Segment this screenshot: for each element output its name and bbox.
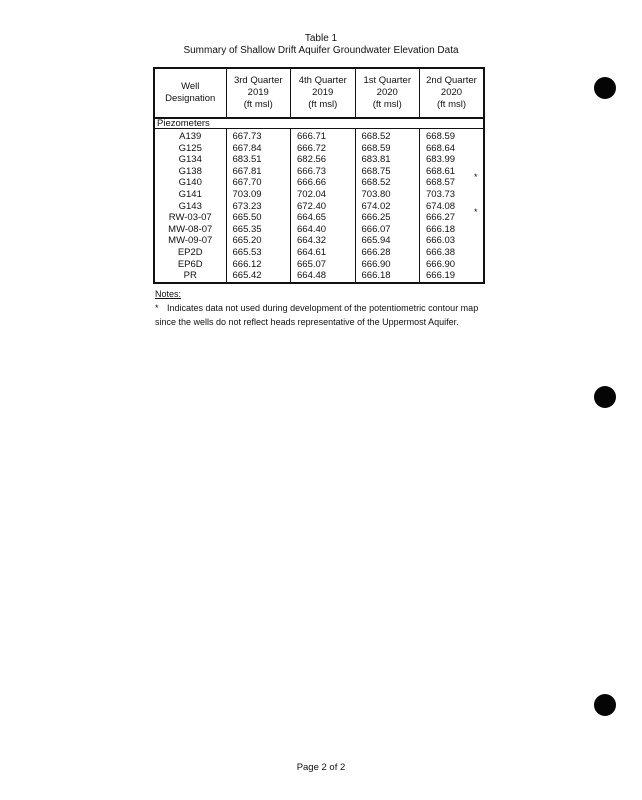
elevation-cell: 666.66: [291, 177, 356, 189]
notes-text: [155, 301, 485, 329]
elevation-cell: 667.70: [226, 177, 291, 189]
elevation-cell: 666.28: [355, 247, 420, 259]
header-3rd-quarter-2019: 3rd Quarter 2019 (ft msl): [226, 68, 291, 118]
elevation-cell: 665.20: [226, 235, 291, 247]
elevation-cell: 664.65: [291, 212, 356, 224]
table-row: [154, 212, 484, 224]
elevation-cell: 665.50: [226, 212, 291, 224]
elevation-cell: 666.03: [426, 235, 456, 247]
elevation-cell: 666.25: [355, 212, 420, 224]
well-designation-cell: G141: [154, 189, 226, 201]
elevation-cell: 665.07: [291, 259, 356, 271]
well-designation-cell: G138: [154, 166, 226, 178]
header-1st-quarter-2020: 1st Quarter 2020 (ft msl): [355, 68, 420, 118]
page-number: Page 2 of 2: [296, 762, 346, 773]
binder-hole-middle: [594, 386, 616, 408]
notes-title: Notes:: [155, 289, 182, 299]
well-designation-cell: G143: [154, 201, 226, 213]
table-row: [154, 166, 484, 178]
well-designation-cell: G140: [154, 177, 226, 189]
elevation-cell: 666.72: [291, 143, 356, 155]
elevation-cell: 665.35: [226, 224, 291, 236]
elevation-cell: 668.57: [426, 177, 456, 189]
elevation-cell: 683.81: [355, 154, 420, 166]
table-caption-number: Table 1: [304, 33, 338, 44]
elevation-cell: 666.18: [355, 270, 420, 283]
well-designation-cell: MW-09-07: [154, 235, 226, 247]
elevation-cell: 667.73: [226, 129, 291, 143]
table-row: [154, 224, 484, 236]
table-row: [154, 143, 484, 155]
elevation-cell: 664.61: [291, 247, 356, 259]
notes-body: Indicates data not used during development of the potentiometric contour map since the wells do not reflect heads representative of the Uppermost Aquifer.: [155, 303, 479, 327]
binder-hole-top: [594, 77, 616, 99]
header-well-designation: Well Designation: [154, 68, 226, 118]
elevation-cell: 703.80: [355, 189, 420, 201]
excluded-data-marker: *: [474, 172, 478, 183]
elevation-cell: 667.84: [226, 143, 291, 155]
elevation-cell: 666.18: [426, 223, 456, 235]
elevation-cell: 666.07: [355, 224, 420, 236]
well-designation-cell: RW-03-07: [154, 212, 226, 224]
table-row: [154, 189, 484, 201]
well-designation-cell: PR: [154, 270, 226, 283]
table-row: [154, 201, 484, 213]
notes-asterisk: *: [155, 303, 159, 313]
elevation-cell: 667.81: [226, 166, 291, 178]
excluded-data-marker: *: [474, 207, 478, 217]
elevation-cell: 668.52: [355, 129, 420, 143]
elevation-cell: 674.02: [355, 201, 420, 213]
elevation-cell: 666.73: [291, 166, 356, 178]
elevation-cell: 683.51: [226, 154, 291, 166]
elevation-cell: 668.61: [426, 165, 456, 177]
elevation-cell: 664.48: [291, 270, 356, 283]
elevation-cell: 664.40: [291, 224, 356, 236]
section-label-piezometers: Piezometers: [154, 118, 484, 129]
well-designation-cell: G134: [154, 154, 226, 166]
well-designation-cell: EP6D: [154, 259, 226, 271]
elevation-cell: 666.90: [426, 258, 456, 270]
elevation-cell: 674.08: [426, 200, 456, 212]
elevation-cell: 664.32: [291, 235, 356, 247]
section-row: [154, 118, 484, 129]
table-caption-title: Summary of Shallow Drift Aquifer Groundwater Elevation Data: [183, 45, 459, 56]
elevation-cell: 665.42: [226, 270, 291, 283]
elevation-cell: 668.75: [355, 166, 420, 178]
binder-hole-bottom: [594, 694, 616, 716]
elevation-cell: 666.90: [355, 259, 420, 271]
elevation-cell: 683.99: [426, 154, 456, 166]
elevation-cell: 703.09: [226, 189, 291, 201]
table-row: [154, 259, 484, 271]
elevation-cell: 702.04: [291, 189, 356, 201]
table-row: [154, 270, 484, 283]
table-row: [154, 129, 484, 143]
notes-block: [155, 287, 485, 329]
table-row: [154, 154, 484, 166]
elevation-cell: 666.12: [226, 259, 291, 271]
elevation-cell: 703.73: [426, 188, 456, 200]
table-header-row: [154, 68, 484, 118]
well-designation-cell: EP2D: [154, 247, 226, 259]
header-2nd-quarter-2020: 2nd Quarter 2020 (ft msl): [420, 68, 485, 118]
elevation-cell: 665.94: [355, 235, 420, 247]
well-designation-cell: MW-08-07: [154, 224, 226, 236]
elevation-cell: 668.64: [426, 142, 456, 154]
table-row: [154, 177, 484, 189]
well-designation-cell: A139: [154, 129, 226, 143]
elevation-cell: 668.59: [355, 143, 420, 155]
elevation-cell: 682.56: [291, 154, 356, 166]
header-4th-quarter-2019: 4th Quarter 2019 (ft msl): [291, 68, 356, 118]
well-designation-cell: G125: [154, 143, 226, 155]
elevation-cell: 666.71: [291, 129, 356, 143]
elevation-cell: 672.40: [291, 201, 356, 213]
elevation-cell: 668.59: [426, 131, 456, 142]
elevation-cell: 668.52: [355, 177, 420, 189]
table-row: [154, 235, 484, 247]
elevation-cell: 666.27: [426, 212, 456, 224]
elevation-cell: 673.23: [226, 201, 291, 213]
table-row: [154, 247, 484, 259]
groundwater-elevation-table: [153, 67, 485, 284]
elevation-cell: 666.19: [426, 270, 456, 282]
elevation-cell: 665.53: [226, 247, 291, 259]
elevation-cell: 666.38: [426, 246, 456, 258]
